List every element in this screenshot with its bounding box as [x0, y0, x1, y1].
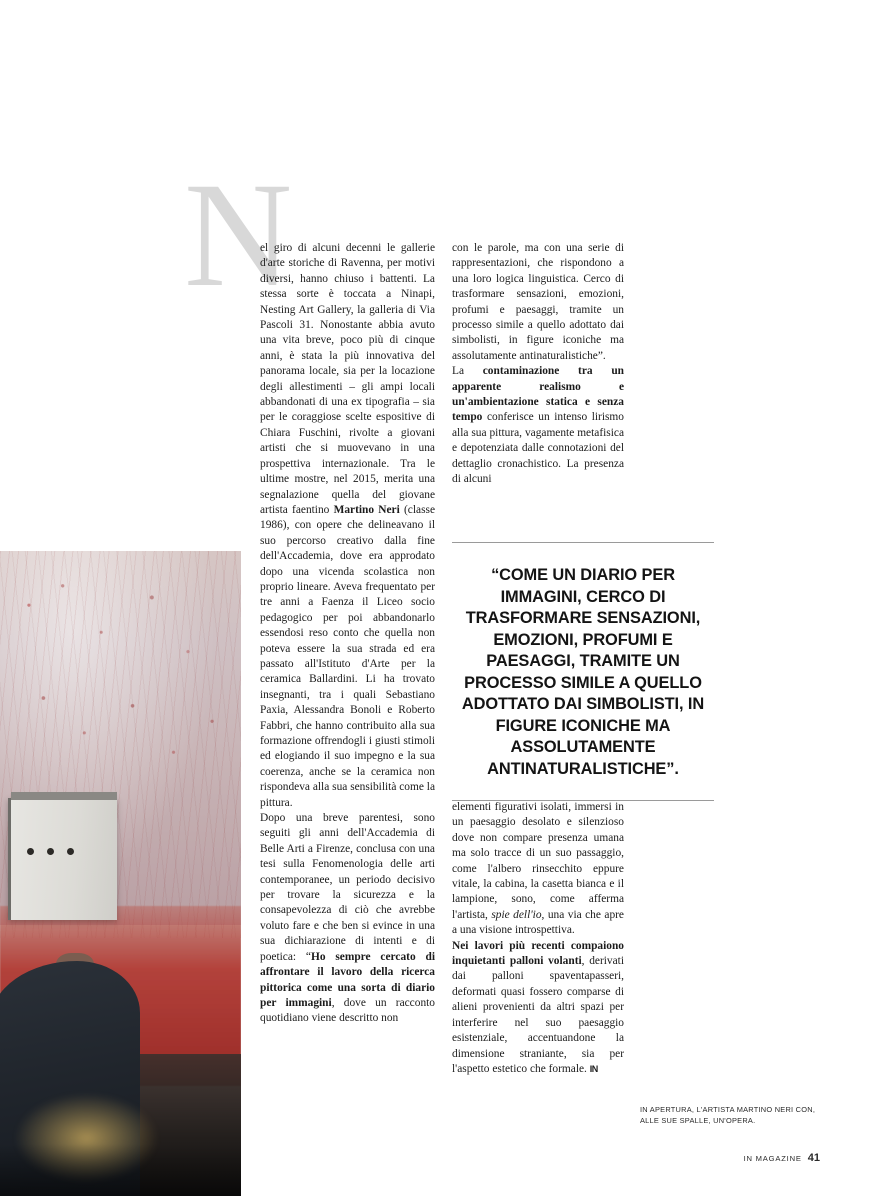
paragraph	[452, 241, 624, 364]
text-run: La	[452, 365, 483, 378]
page-footer	[700, 1152, 820, 1164]
text-column-left	[260, 241, 435, 1027]
text-run: , derivati dai palloni spaventapasseri, deformati quasi fossero comparse di alieni provenienti da altri spazi per interferire nel suo paesaggio esistenziale, accentuandone la dimensione straniante, sia per l'aspetto estetico che formale.	[452, 955, 624, 1075]
photo-floor-shadow	[0, 1144, 241, 1196]
emphasis-bold: Ho sempre cercato di affrontare il lavoro della ricerca pittorica come una sorta di diario per immagini	[260, 950, 435, 1009]
drop-cap: N	[184, 152, 291, 318]
text-run: elementi figurativi isolati, immersi in un paesaggio desolato e silenzioso dove non compare presenza umana ma solo tracce di un suo passaggio, come l'albero rinsecchito eppure vitale, la cabina, la casetta bianca e il lampione, sono, come afferma l'artista,	[452, 801, 624, 921]
photo-white-cabinet	[8, 798, 117, 920]
paragraph	[452, 364, 624, 487]
pull-quote-text: “COME UN DIARIO PER IMMAGINI, CERCO DI TRASFORMARE SENSAZIONI, EMOZIONI, PROFUMI E PAESAGGI, TRAMITE UN PROCESSO SIMILE A QUELLO ADOTTATO DAI SIMBOLISTI, IN FIGURE ICONICHE MA ASSOLUTAMENTE ANTINATURALISTICHE”.	[461, 566, 705, 778]
magazine-name: IN MAGAZINE	[743, 1154, 802, 1163]
photo-caption: IN APERTURA, L'ARTISTA MARTINO NERI CON, ALLE SUE SPALLE, UN'OPERA.	[640, 1105, 816, 1125]
text-run: con le parole, ma con una serie di rappresentazioni, che rispondono a una loro logica linguistica. Cerco di trasformare sensazioni, emozioni, profumi e paesaggi, tramite un processo simile a quello adottato dai simbolisti, in figure iconiche ma assolutamente antinaturalistiche”.	[452, 242, 624, 362]
photo-cabinet-top	[11, 792, 117, 800]
photo-cabinet-dots	[27, 848, 74, 855]
page-number: 41	[807, 1152, 820, 1164]
text-run: el giro di alcuni decenni le gallerie d'arte storiche di Ravenna, per motivi diversi, hanno chiuso i battenti. La stessa sorte è toccata a Ninapi, Nesting Art Gallery, la galleria di Via Pascoli 31. Nonostante abbia avuto una vita breve, poco più di cinque anni, è stata la più innovativa del panorama locale, sia per la locazione degli allestimenti – gli ampi locali abbandonati di una ex tipografia – sia per le coraggiose scelte espositive di Chiara Fuschini, rivolte a giovani artisti che si muovevano in una prospettiva internazionale. Tra le ultime mostre, nel 2015, merita una segnalazione quella del giovane artista faentino	[260, 242, 435, 516]
text-run: , una via che apre a una visione introspettiva.	[452, 908, 624, 937]
emphasis-bold: contaminazione tra un apparente realismo e un'ambientazione statica e senza tempo	[452, 365, 624, 424]
pull-quote	[452, 542, 714, 801]
end-mark: IN	[589, 1063, 598, 1074]
text-column-right-top	[452, 241, 624, 488]
paragraph	[260, 241, 435, 811]
text-column-right-bottom	[452, 800, 624, 1077]
emphasis-italic: spie dell'io	[491, 908, 542, 921]
emphasis-bold: Nei lavori più recenti compaiono inquietanti palloni volanti	[452, 939, 624, 968]
emphasis-bold: Martino Neri	[333, 503, 400, 516]
paragraph	[260, 811, 435, 1027]
text-run: (classe 1986), con opere che delineavano il suo percorso creativo dalla fine dell'Accademia, dove era approdato dopo una vicenda scolastica non proprio lineare. Aveva frequentato per tre anni a Faenza il Liceo socio pedagogico per poi abbandonarlo essendosi reso conto che quella non poteva essere la sua strada ed era passato all'Istituto d'Arte per la ceramica Ballardini. Li ha trovato insegnanti, tra i quali Sebastiano Paxia, Alessandra Bonoli e Roberto Fabbri, che hanno contribuito alla sua formazione offrendogli i giusti stimoli ed elogiando il suo impegno e la sua coerenza, anche se la ceramica non rispondeva alla sua sensibilità come la pittura.	[260, 503, 435, 809]
paragraph	[452, 800, 624, 939]
pull-quote-rule-bottom	[452, 800, 714, 801]
article-photo	[0, 551, 241, 1196]
text-run: Dopo una breve parentesi, sono seguiti gli anni dell'Accademia di Belle Arti a Firenze, conclusa con una tesi sulla Fenomenologia delle arti contemporanee, un periodo decisivo per trovare la sicurezza e la consapevolezza di ciò che avrebbe voluto fare e che ben si evince in una sua dichiarazione di intenti e di poetica: “	[260, 812, 435, 963]
text-run: , dove un racconto quotidiano viene descritto non	[260, 996, 435, 1025]
paragraph	[452, 939, 624, 1078]
text-run: conferisce un intenso lirismo alla sua pittura, vagamente metafisica e depotenziata dalle connotazioni del dettaglio cronachistico. La presenza di alcuni	[452, 411, 624, 486]
